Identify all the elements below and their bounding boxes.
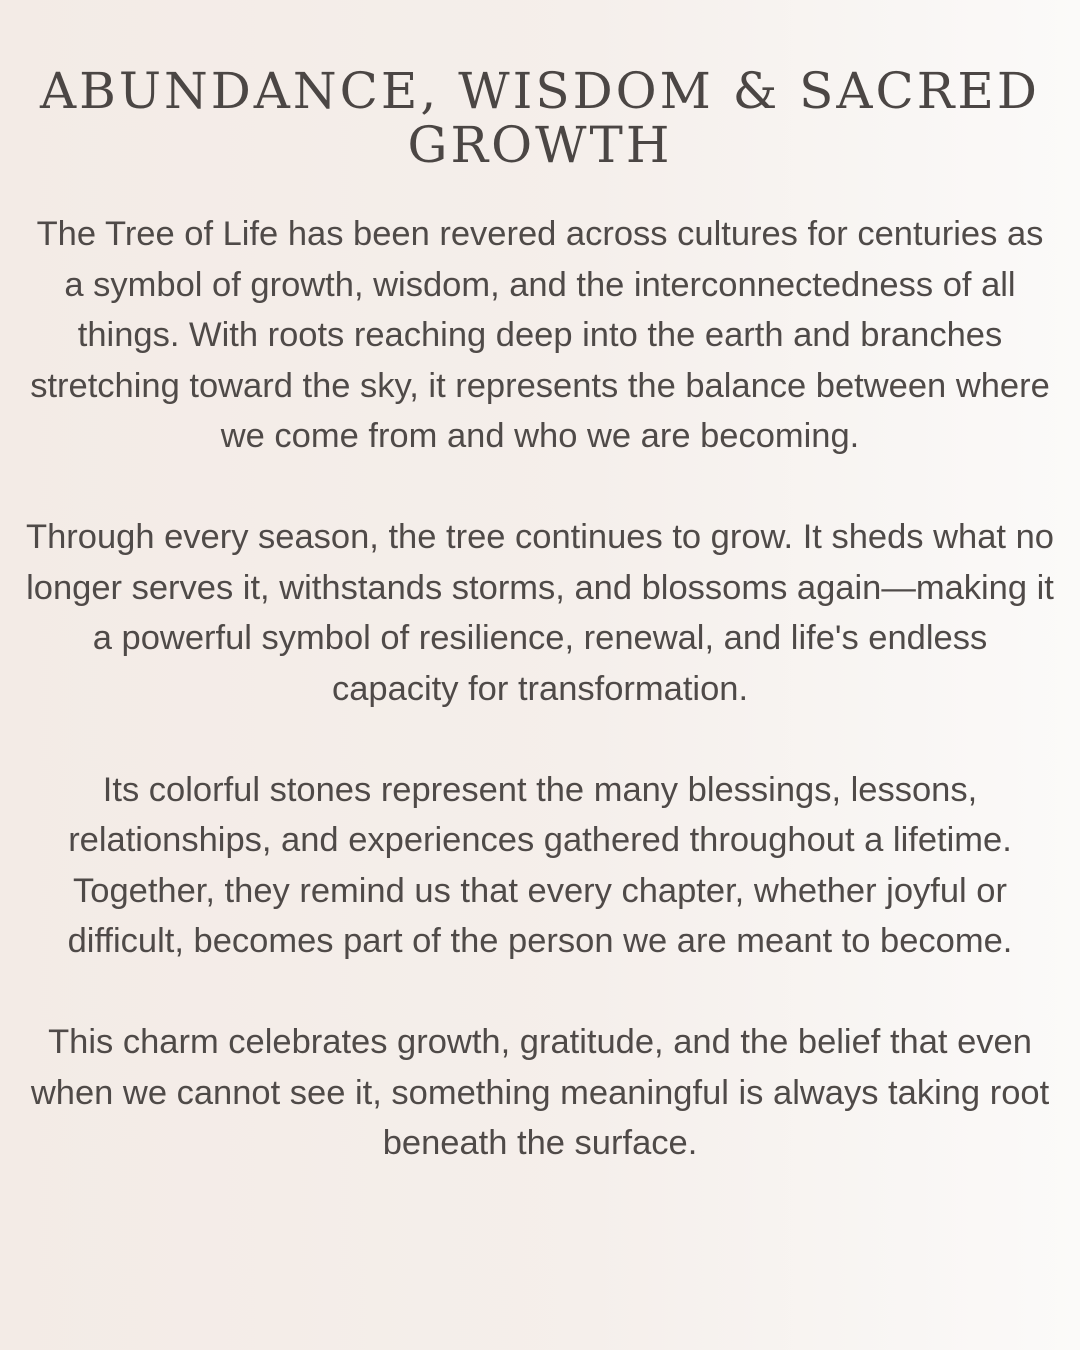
paragraph-colorful-stones: Its colorful stones represent the many blessings, lessons, relationships, and experiences gathered throughout a lifetime. Together, they remind us that every chapter, whether joyful or difficult, becomes part of the person we are meant to become. <box>67 770 1013 960</box>
description-body <box>26 209 1054 1169</box>
paragraph-seasons: Through every season, the tree continues to grow. It sheds what no longer serves it, withstands storms, and blossoms again—making it a powerful symbol of resilience, renewal, and life's endless capacity for transformation. <box>26 518 1054 708</box>
paragraph-tree-of-life: The Tree of Life has been revered across cultures for centuries as a symbol of growth, wisdom, and the interconnectedness of all things. With roots reaching deep into the earth and branches stretching toward the sky, it represents the balance between where we come from and who we are becoming. <box>30 215 1050 455</box>
page-title: ABUNDANCE, WISDOM & SACRED GROWTH <box>39 62 1041 174</box>
paragraph-charm-celebration: This charm celebrates growth, gratitude, and the belief that even when we cannot see it, something meaningful is always taking root beneath the surface. <box>30 1023 1050 1162</box>
